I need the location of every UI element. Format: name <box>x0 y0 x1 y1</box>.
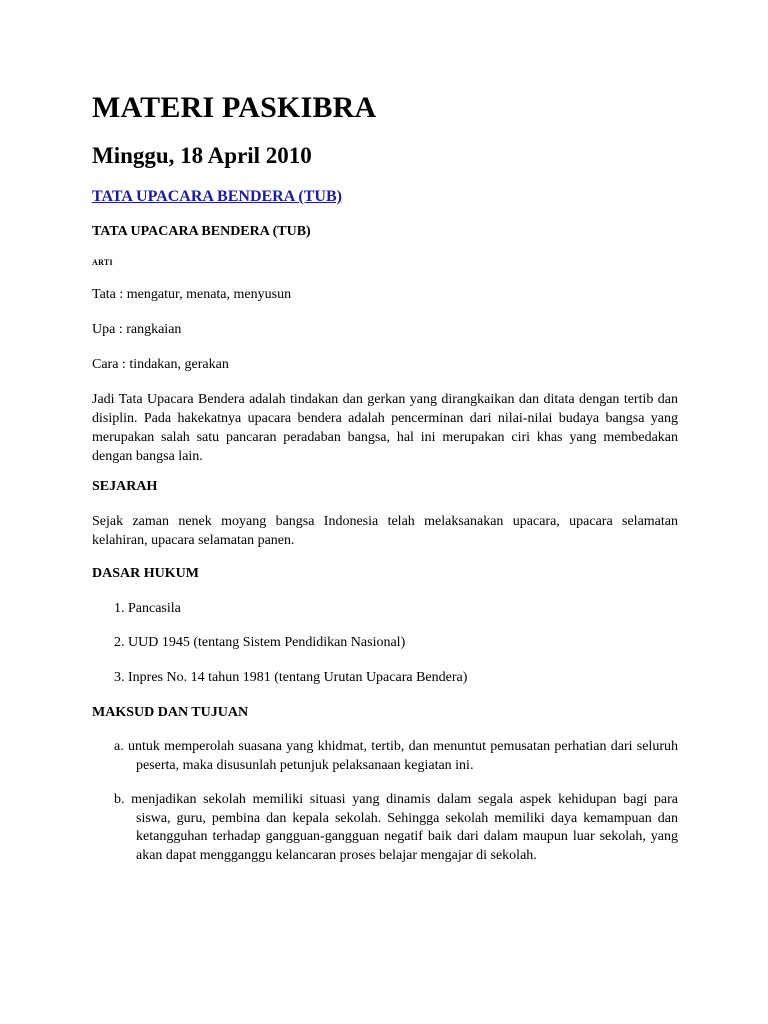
sejarah-text: Sejak zaman nenek moyang bangsa Indonesia telah melaksanakan upacara, upacara selamatan kelahiran, upacara selamatan panen. <box>92 514 678 548</box>
list-item: b. menjadikan sekolah memiliki situasi yang dinamis dalam segala aspek kehidupan bagi para siswa, guru, pembina dan kepala sekolah. Sehingga sekolah memiliki daya kemampuan dan ketangguhan terhadap gangguan-gangguan negatif baik dari dalam maupun luar sekolah, yang akan dapat mengganggu kelancaran proses belajar mengajar di sekolah. <box>114 792 678 863</box>
post-date: Minggu, 18 April 2010 <box>92 143 312 168</box>
list-item: 3. Inpres No. 14 tahun 1981 (tentang Urutan Upacara Bendera) <box>114 670 468 685</box>
post-title-link[interactable]: TATA UPACARA BENDERA (TUB) <box>92 188 342 205</box>
page-title: MATERI PASKIBRA <box>92 91 377 124</box>
definition-cara: Cara : tindakan, gerakan <box>92 357 229 372</box>
definition-upa: Upa : rangkaian <box>92 322 182 337</box>
maksud-tujuan-heading: MAKSUD DAN TUJUAN <box>92 705 249 720</box>
definition-tata: Tata : mengatur, menata, menyusun <box>92 287 292 302</box>
dasar-hukum-heading: DASAR HUKUM <box>92 566 199 581</box>
list-item: 1. Pancasila <box>114 601 181 616</box>
intro-paragraph: Jadi Tata Upacara Bendera adalah tindakan dan gerkan yang dirangkaikan dan ditata dengan tertib dan disiplin. Pada hakekatnya upacara bendera adalah pencerminan dari nilai-nilai budaya bangsa yang merupakan salah satu pancaran peradaban bangsa, hal ini merupakan ciri khas yang membedakan dengan bangsa lain. <box>92 392 678 464</box>
list-item: a. untuk memperolah suasana yang khidmat, tertib, dan menuntut pemusatan perhatian dari seluruh peserta, maka disusunlah petunjuk pelaksanaan kegiatan ini. <box>114 739 678 773</box>
section-heading: TATA UPACARA BENDERA (TUB) <box>92 224 311 239</box>
list-item: 2. UUD 1945 (tentang Sistem Pendidikan Nasional) <box>114 635 406 650</box>
sejarah-heading: SEJARAH <box>92 479 158 494</box>
arti-label: ARTI <box>92 258 113 267</box>
